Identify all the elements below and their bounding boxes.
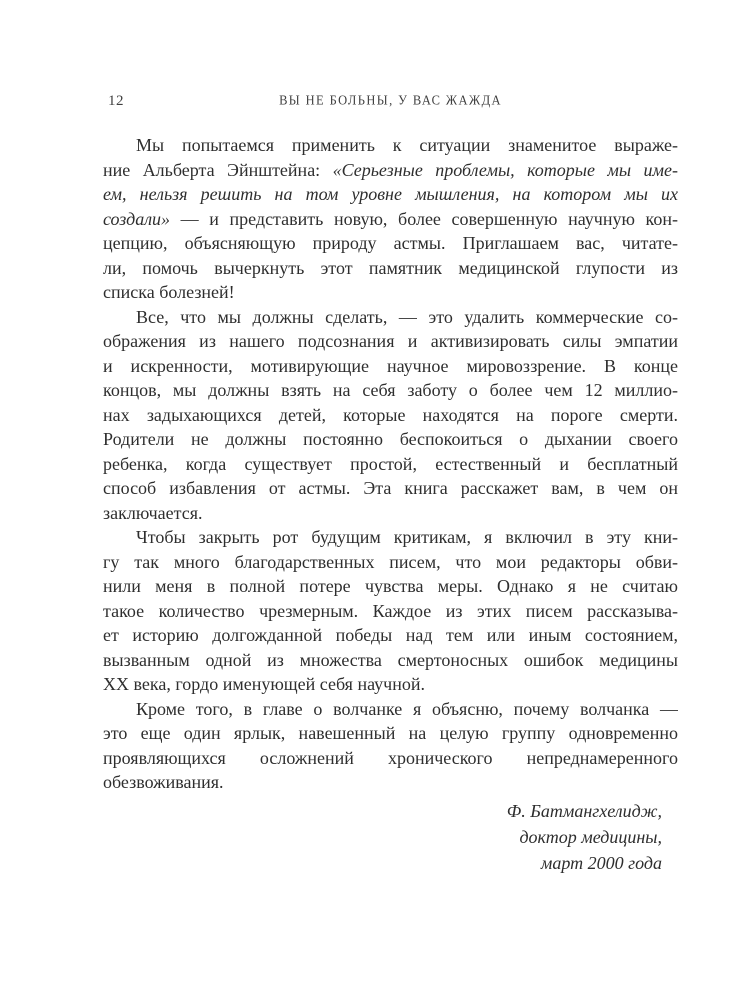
text-line <box>103 721 678 746</box>
text-segment: вызванным одной из множества смертоносных ошибок медицины <box>103 649 678 670</box>
text-line <box>103 256 678 281</box>
text-segment: списка болезней! <box>103 282 235 302</box>
text-line <box>103 378 678 403</box>
text-line <box>103 525 678 550</box>
text-segment: нили меня в полной потере чувства меры. Однако я не считаю <box>103 576 678 596</box>
text-line <box>103 501 678 526</box>
running-head: ВЫ НЕ БОЛЬНЫ, У ВАС ЖАЖДА <box>279 92 502 108</box>
text-line <box>103 133 678 158</box>
text-segment: ет историю долгожданной победы над тем или иным состоянием, <box>103 625 678 645</box>
text-line <box>103 746 678 771</box>
signature-block <box>103 798 678 876</box>
text-segment: способ избавления от астмы. Эта книга расскажет вам, в чем он <box>103 478 678 498</box>
text-line <box>103 158 678 183</box>
text-segment: ли, помочь вычеркнуть этот памятник медицинской глупости из <box>103 257 678 278</box>
text-segment: ние Альберта Эйнштейна: <box>103 159 333 180</box>
text-line <box>103 770 678 795</box>
text-segment: цепцию, объясняющую природу астмы. Приглашаем вас, читате- <box>103 233 678 253</box>
text-segment: концов, мы должны взять на себя заботу о более чем 12 миллио- <box>103 380 678 400</box>
text-line <box>103 427 678 452</box>
paragraph <box>103 305 678 526</box>
text-segment: Мы попытаемся применить к ситуации знаменитое выраже- <box>136 135 678 155</box>
text-line <box>103 403 678 428</box>
text-segment: это еще один ярлык, навешенный на целую группу одновременно <box>103 723 678 743</box>
text-segment: Все, что мы должны сделать, — это удалить коммерческие со- <box>136 306 678 327</box>
text-segment: гу так много благодарственных писем, что мои редакторы обви- <box>103 551 678 572</box>
text-line <box>103 182 678 207</box>
text-segment: такое количество чрезмерным. Каждое из этих писем рассказыва- <box>103 600 678 621</box>
page-number: 12 <box>108 93 124 109</box>
signature-title: доктор медицины, <box>519 826 662 847</box>
signature-author: Ф. Батмангхелидж, <box>506 800 662 821</box>
text-segment: ображения из нашего подсознания и активизировать силы эмпатии <box>103 331 678 351</box>
quote-text-segment: «Серьезные проблемы, которые мы име- <box>332 159 678 180</box>
text-line <box>103 672 678 697</box>
paragraph <box>103 697 678 795</box>
text-line <box>103 452 678 477</box>
text-line <box>103 476 678 501</box>
text-segment: Чтобы закрыть рот будущим критикам, я включил в эту кни- <box>136 527 678 547</box>
text-line <box>103 231 678 256</box>
text-line <box>103 574 678 599</box>
quote-text-segment: создали» <box>103 208 171 229</box>
text-segment: Родители не должны постоянно беспокоиться о дыхании своего <box>103 429 678 449</box>
text-line <box>103 697 678 722</box>
text-line <box>103 648 678 673</box>
text-segment: нах задыхающихся детей, которые находятся на пороге смерти. <box>103 404 678 425</box>
signature-date: март 2000 года <box>540 852 662 873</box>
text-segment: — и представить новую, более совершенную научную кон- <box>170 208 678 229</box>
paragraph <box>103 133 678 305</box>
page-header <box>103 93 678 109</box>
text-line <box>103 280 678 305</box>
text-segment: обезвоживания. <box>103 772 224 792</box>
text-segment: ребенка, когда существует простой, естественный и бесплатный <box>103 453 678 474</box>
text-line <box>103 550 678 575</box>
text-segment: XX века, гордо именующей себя научной. <box>103 674 425 694</box>
text-segment: заключается. <box>103 502 203 523</box>
text-segment: и искренности, мотивирующие научное мировоззрение. В конце <box>103 355 678 376</box>
text-segment: Кроме того, в главе о волчанке я объясню, почему волчанка — <box>136 698 678 719</box>
text-line <box>103 329 678 354</box>
text-line <box>103 599 678 624</box>
body-text <box>103 133 678 795</box>
text-line <box>103 207 678 232</box>
text-line <box>103 623 678 648</box>
paragraph <box>103 525 678 697</box>
quote-text-segment: ем, нельзя решить на том уровне мышления, на котором мы их <box>103 184 678 204</box>
text-segment: проявляющихся осложнений хронического непреднамеренного <box>103 747 678 768</box>
text-line <box>103 305 678 330</box>
text-line <box>103 354 678 379</box>
